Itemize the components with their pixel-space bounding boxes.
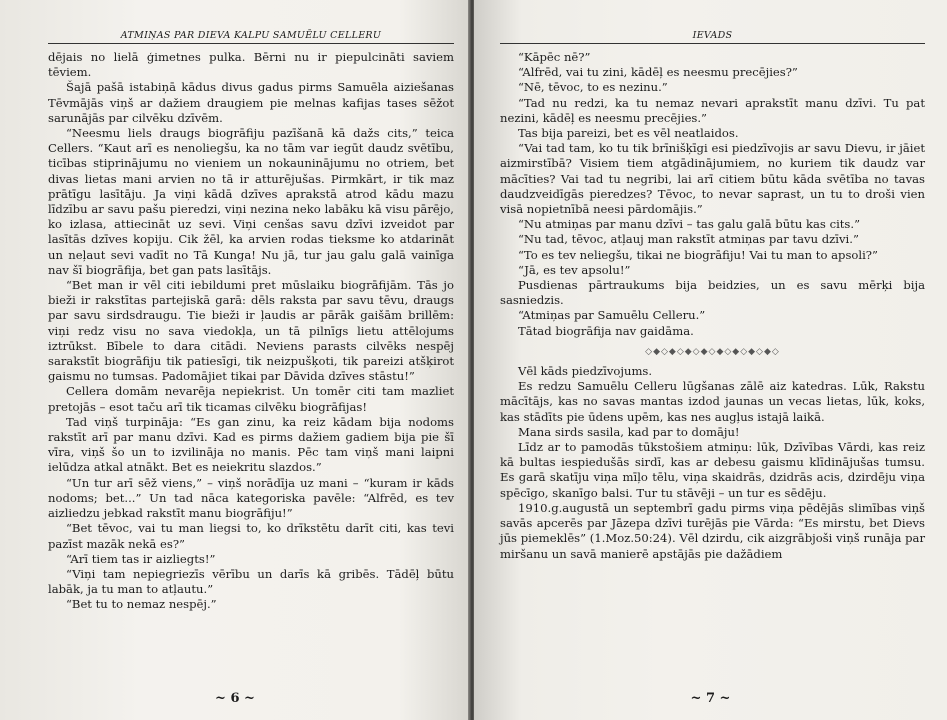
paragraph: Mana sirds sasila, kad par to domāju!	[518, 424, 740, 439]
paragraph: “Kāpēc nē?”	[518, 50, 591, 64]
paragraph: Es redzu Samuēlu Celleru lūgšanas zālē aiz katedras. Lūk, Rakstu mācītājs, kas no savas mantas izdod jaunas un vecas lietas, lūk, koks, kas stādīts pie ūdens upēm, kas nes augļus istajā laikā.	[500, 379, 925, 424]
running-head: IEVADS	[500, 30, 925, 44]
page-number: ~ 6 ~	[215, 691, 255, 706]
paragraph: Tātad biogrāfija nav gaidāma.	[518, 323, 694, 338]
paragraph: Līdz ar to pamodās tūkstošiem atmiņu: lūk, Dzīvības Vārdi, kas reiz kā bultas iespiedušās sirdī, kas ar debesu gaismu klīdinājušas tumsu. Es garā skatīju viņa mīļo tēlu, viņa skaidrās, dzidrās acis, dzirdēju viņa spēcīgo, skanīgo balsi. Tur tu stāvēji – un tur es sēdēju.	[500, 440, 925, 500]
running-head: ATMIŅAS PAR DIEVA KALPU SAMUĒLU CELLERU	[48, 30, 454, 44]
paragraph: “To es tev neliegšu, tikai ne biogrāfiju! Vai tu man to apsoli?”	[518, 247, 878, 262]
page-text	[500, 50, 925, 562]
paragraph: Pusdienas pārtraukums bija beidzies, un es savu mērķi bija sasniedzis.	[500, 278, 925, 308]
paragraph: “Arī tiem tas ir aizliegts!”	[66, 551, 216, 566]
paragraph: “Nu atmiņas par manu dzīvi – tas galu galā būtu kas cits.”	[518, 217, 860, 232]
paragraph: “Jā, es tev apsolu!”	[518, 262, 631, 277]
paragraph: “Tad nu redzi, ka tu nemaz nevari aprakstīt manu dzīvi. Tu pat nezini, kādēļ es neesmu precējies.”	[500, 95, 925, 125]
right-page	[474, 0, 947, 720]
page-text	[48, 50, 454, 613]
left-page	[0, 0, 470, 720]
paragraph: dējais no lielā ģimetnes pulka. Bērni nu ir piepulcināti saviem tēviem.	[48, 50, 454, 80]
paragraph: 1910.g.augustā un septembrī gadu pirms viņa pēdējās slimības viņš savās apcerēs par Jāzepa dzīvi turējās pie Vārda: “Es mirstu, bet Dievs jūs piemeklēs” (1.Moz.50:24). Vēl dzirdu, cik aizgrābjoši viņš runāja par miršanu un savā manierē apstājās pie dažādiem	[500, 500, 925, 561]
paragraph: Cellera domām nevarēja nepiekrist. Un tomēr citi tam mazliet pretojās – esot taču arī tik ticamas cilvēku biogrāfijas!	[48, 384, 454, 414]
paragraph: “Un tur arī sēž viens,” – viņš norādīja uz mani – “kuram ir kāds nodoms; bet...” Un tad nāca kategoriska pavēle: “Alfrēd, es tev aizliedzu jebkad rakstīt manu biogrāfiju!”	[48, 475, 454, 521]
paragraph: Tas bija pareizi, bet es vēl neatlaidos.	[518, 126, 739, 141]
section-ornament: ◇◆◇◆◇◆◇◆◇◆◇◆◇◆◇◆◇	[645, 346, 780, 357]
paragraph: “Atmiņas par Samuēlu Celleru.”	[518, 308, 706, 323]
paragraph: Vēl kāds piedzīvojums.	[518, 364, 653, 379]
paragraph: Šajā pašā istabiņā kādus divus gadus pirms Samuēla aiziešanas Tēvmājās viņš ar dažiem draugiem pie melnas kafijas tases sēžot sarunājās par cilvēku dzīvēm.	[48, 80, 454, 125]
paragraph: “Alfrēd, vai tu zini, kādēļ es neesmu precējies?”	[518, 65, 798, 80]
paragraph: “Vai tad tam, ko tu tik brīnišķīgi esi piedzīvojis ar savu Dievu, ir jāiet aizmirstībā? Visiem tiem atgādinājumiem, no kuriem tik daudz var mācīties? Vai tad tu negribi, lai arī citiem būtu kāda svētība no tavas daudzveidīgās pieredzes? Tēvoc, to nevar saprast, un tu to droši vien visā nopietnībā neesi pārdomājis.”	[500, 141, 925, 217]
paragraph: “Nu tad, tēvoc, atļauj man rakstīt atmiņas par tavu dzīvi.”	[518, 232, 859, 247]
paragraph: “Nē, tēvoc, to es nezinu.”	[518, 80, 668, 95]
paragraph: “Bet man ir vēl citi iebildumi pret mūslaiku biogrāfijām. Tās jo bieži ir rakstītas partejiskā garā: dēls raksta par savu tēvu, draugs par savu sirdsdraugu. Tie bieži ir ļaudis ar pārāk gaišām brillēm: viņi redz visu no sava viedokļa, un tā pilnīgs lietu attēlojums iztrūkst. Bībele to dara citādi. Neviens parasts cilvēks nespēj sarakstīt biogrāfiju tik patiesīgi, tik neizpušķoti, tik pareizi atšķirot gaismu no tumsas. Padomājiet tikai par Dāvida dzīves stāstu!”	[48, 278, 454, 384]
page-number: ~ 7 ~	[690, 691, 731, 706]
paragraph: “Bet tēvoc, vai tu man liegsi to, ko drīkstētu darīt citi, kas tevi pazīst mazāk nekā es?”	[48, 521, 454, 551]
paragraph: “Neesmu liels draugs biogrāfiju pazīšanā kā dažs cits,” teica Cellers. “Kaut arī es nenoliegšu, ka no tām var iegūt daudz svētību, ticības stiprinājumu no vieniem un nokauninājumu no otriem, bet divas lietas mani arvien no tā ir atturējušas. Pirmkārt, ir tik maz prātīgu lasītāju. Ja viņi kādā dzīves aprakstā atrod kādu mazu līdzību ar savu pašu pieredzi, viņi nezina neko labāku kā visu pārējo, ko izlasa, attiecināt uz sevi. Viņi cenšas savu dzīvi izveidot par lasītās dzīves kopiju. Cik žēl, ka arvien rodas tieksme ko atdarināt un neļaut sevi vadīt no Tā Kunga! Nu jā, tur jau galu galā vainīga nav šī biogrāfija, bet gan pats lasītājs.	[48, 126, 454, 277]
paragraph: “Viņi tam nepiegriezīs vērību un darīs kā gribēs. Tādēļ būtu labāk, ja tu man to atļautu.”	[48, 566, 454, 597]
paragraph: “Bet tu to nemaz nespēj.”	[66, 597, 217, 612]
paragraph: Tad viņš turpināja: “Es gan zinu, ka reiz kādam bija nodoms rakstīt arī par manu dzīvi. Kad es pirms dažiem gadiem bija pie šī vīra, viņš šo un to izvilināja no manis. Pēc tam viņš mani laipni ielūdza atkal atnākt. Bet es neiekritu slazdos.”	[48, 414, 454, 475]
